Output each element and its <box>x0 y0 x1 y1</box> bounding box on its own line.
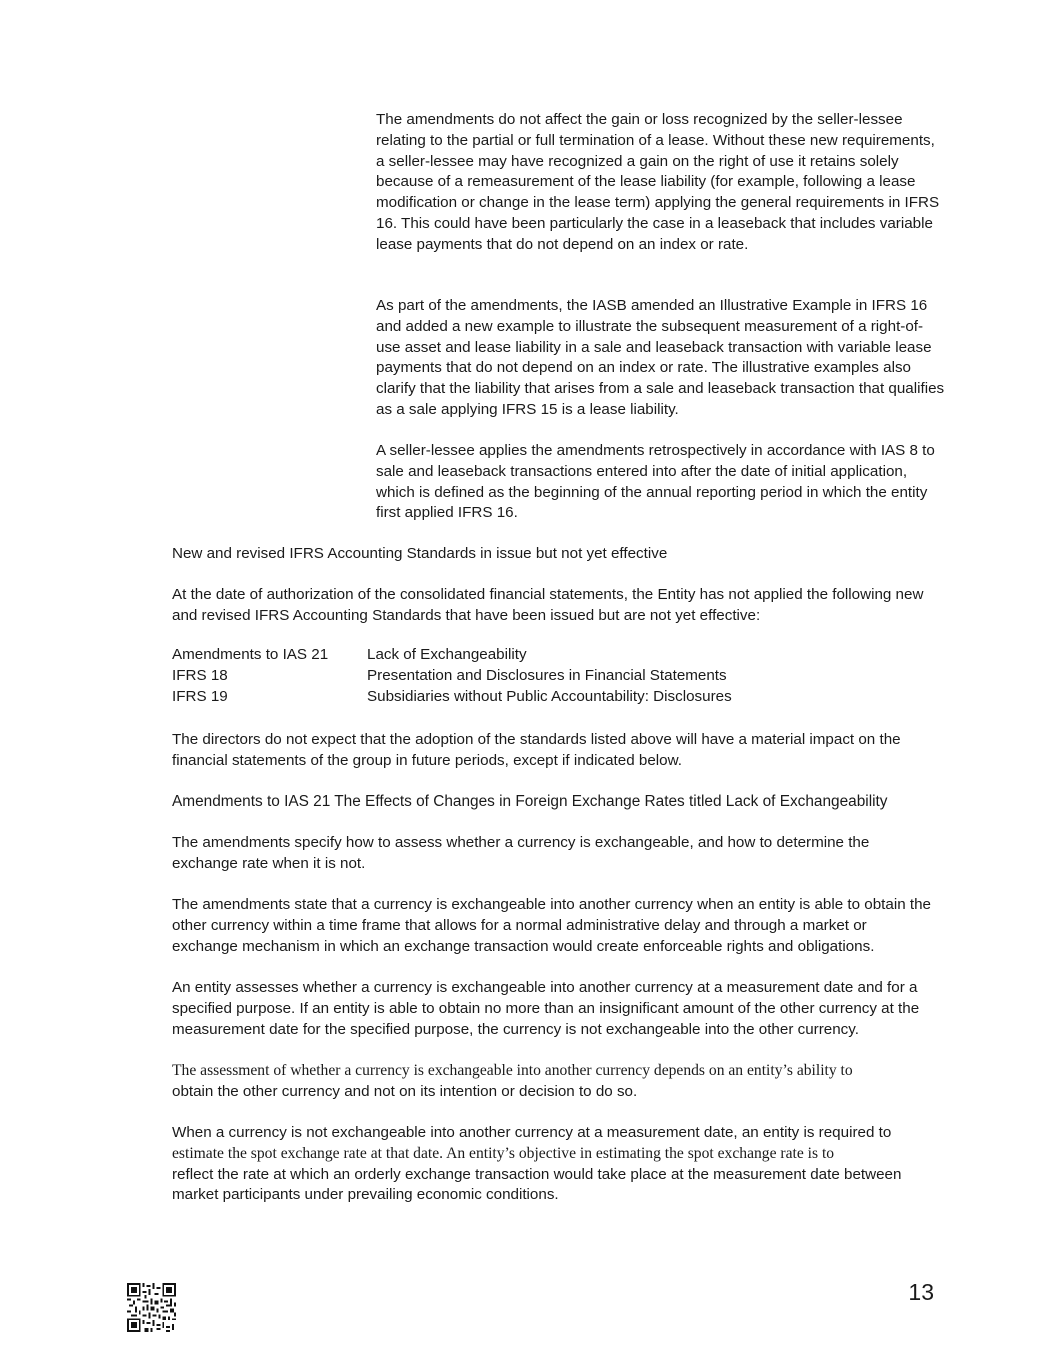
paragraph-amendments-specify: The amendments specify how to assess whether a currency is exchangeable, and how to determine the exchange rate when it is not. <box>172 834 870 872</box>
standard-code: IFRS 18 <box>172 666 228 684</box>
section-heading-ias21: Amendments to IAS 21 The Effects of Changes in Foreign Exchange Rates titled Lack of Exchangeability <box>172 793 888 810</box>
standard-code: Amendments to IAS 21 <box>172 646 329 663</box>
text-run: reflect the rate at which an orderly exchange transaction would take place at the measurement date between market participants under prevailing economic conditions. <box>172 1165 902 1204</box>
text-run: obtain the other currency and not on its intention or decision to do so. <box>172 1082 638 1100</box>
paragraph-spot-rate-estimation <box>172 1123 932 1206</box>
paragraph-assessment-purpose: An entity assesses whether a currency is exchangeable into another currency at a measurement date and for a specified purpose. If an entity is able to obtain no more than an insignificant amount of the other currency at the measurement date for the specified purpose, the currency is not exchangeable into the other currency. <box>172 979 920 1038</box>
standards-table <box>172 645 732 707</box>
paragraph-not-applied-standards: At the date of authorization of the consolidated financial statements, the Entity has not applied the following new and revised IFRS Accounting Standards that have been issued but are not yet effective: <box>172 586 924 624</box>
table-row <box>172 666 732 687</box>
paragraph-exchangeable-definition: The amendments state that a currency is exchangeable into another currency when an entity is able to obtain the other currency within a time frame that allows for a normal administrative delay and through a market or exchange mechanism in which an exchange transaction would create enforceable rights and obligations. <box>172 896 931 955</box>
qr-code-icon <box>127 1283 176 1332</box>
section-heading-not-yet-effective: New and revised IFRS Accounting Standards in issue but not yet effective <box>172 545 668 562</box>
text-run: When a currency is not exchangeable into another currency at a measurement date, an entity is required to <box>172 1124 892 1141</box>
serif-text-run: The assessment of whether a currency is exchangeable into another currency depends on an entity’s ability to <box>172 1062 853 1079</box>
paragraph-assessment-ability <box>172 1061 932 1103</box>
paragraph-illustrative-example: As part of the amendments, the IASB amended an Illustrative Example in IFRS 16 and added a new example to illustrate the subsequent measurement of a right-of-use asset and lease liability in a sale and leaseback transaction with variable lease payments that do not depend on an index or rate. The illustrative examples also clarify that the liability that arises from a sale and leaseback transaction that qualifies as a sale applying IFRS 15 is a lease liability. <box>376 297 945 418</box>
table-row <box>172 687 732 708</box>
standard-title: Lack of Exchangeability <box>367 646 527 663</box>
paragraph-directors-note: The directors do not expect that the adoption of the standards listed above will have a material impact on the financial statements of the group in future periods, except if indicated below. <box>172 731 901 769</box>
paragraph-seller-lessee-gain: The amendments do not affect the gain or loss recognized by the seller-lessee relating to the partial or full termination of a lease. Without these new requirements, a seller-lessee may have recognized a gain on the right of use it retains solely because of a remeasurement of the lease liability (for example, following a lease modification or change in the lease term) applying the general requirements in IFRS 16. This could have been particularly the case in a leaseback that includes variable lease payments that do not depend on an index or rate. <box>376 111 940 253</box>
standard-title: Presentation and Disclosures in Financial Statements <box>367 666 727 684</box>
standard-code: IFRS 19 <box>172 687 228 705</box>
paragraph-retrospective-application: A seller-lessee applies the amendments retrospectively in accordance with IAS 8 to sale and leaseback transactions entered into after the date of initial application, which is defined as the beginning of the annual reporting period in which the entity first applied IFRS 16. <box>376 442 935 522</box>
standard-title: Subsidiaries without Public Accountability: Disclosures <box>367 687 732 705</box>
table-row <box>172 645 732 666</box>
page-number: 13 <box>908 1279 934 1305</box>
serif-text-run: estimate the spot exchange rate at that date. An entity’s objective in estimating the spot exchange rate is to <box>172 1144 835 1162</box>
